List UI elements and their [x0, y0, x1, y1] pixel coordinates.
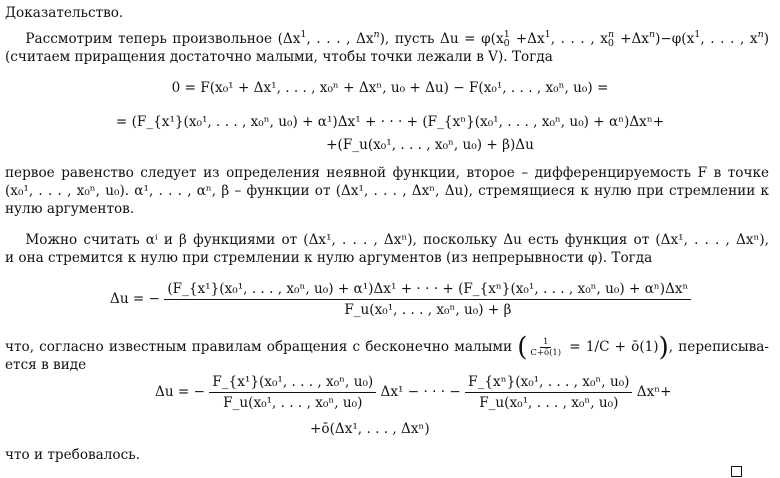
p1-text-h: , . . . , x [700, 31, 758, 47]
p4-text-b: , переписыва- [668, 339, 769, 355]
eq5-numerator-2: F_{xⁿ}(x₀¹, . . . , x₀ⁿ, u₀) [465, 372, 632, 393]
equation-3: +(F_u(x₀¹, . . . , x₀ⁿ, u₀) + β)Δu [326, 137, 534, 153]
eq5-middle: Δx¹ − · · · − [380, 384, 461, 400]
closing-text: что и требовалось. [5, 447, 140, 463]
small-fraction-den: C+ō(1) [530, 348, 562, 358]
paragraph-4-line-1: что, согласно известным правилам обращения с бесконечно малыми ( $\frac{1}{C+ō(1)}$ = 1/C + ō(1)), переписыва- [5, 332, 769, 363]
small-fraction-num: 1 [540, 337, 551, 348]
equation-5 [155, 372, 672, 413]
paragraph-2-line-2: (x₀¹, . . . , x₀ⁿ, u₀). α¹, . . . , αⁿ, β – функции от (Δx¹, . . . , Δxⁿ, Δu), стремящиеся к нулю при стремлении к [5, 183, 769, 199]
eq4-numerator: (F_{x¹}(x₀¹, . . . , x₀ⁿ, u₀) + α¹)Δx¹ + · · · + (F_{xⁿ}(x₀¹, . . . , x₀ⁿ, u₀) + αⁿ)Δxⁿ [164, 279, 691, 300]
p3-text: Можно считать αⁱ и β функциями от (Δx¹, . . . , Δxⁿ), поскольку Δu есть функция от (Δx¹, . . . , Δxⁿ), [25, 232, 769, 248]
p4-rhs: = 1/C + ō(1) [569, 339, 659, 355]
paragraph-1-line-1: Рассмотрим теперь произвольное ($\Delta x^1$, . . . , $\Delta x^n$), пусть $\Delta u = \varphi(x_0^1 +\Delta x^1$, . . . , $x_0^n +\Delta x^n)-\varphi(x^1$, . . . , $x^n$) [25, 29, 769, 49]
eq4-fraction [164, 279, 691, 320]
p1-text-d: +Δx [515, 31, 545, 47]
eq5-end: Δxⁿ+ [636, 384, 672, 400]
p1-text-g: )−φ(x [655, 31, 695, 47]
paragraph-3-line-1 [5, 231, 769, 249]
paragraph-1-line-2: (считаем приращения достаточно малыми, чтобы точки лежали в V). Тогда [5, 49, 553, 65]
equation-6: +ō(Δx¹, . . . , Δxⁿ) [310, 421, 430, 437]
eq4-denominator: F_u(x₀¹, . . . , x₀ⁿ, u₀) + β [344, 302, 512, 318]
paragraph-2-line-3: нулю аргументов. [5, 201, 135, 217]
proof-heading: Доказательство. [5, 5, 124, 21]
paragraph-4-line-2: ется в виде [5, 357, 87, 373]
qed-square-icon [731, 466, 742, 477]
eq5-fraction-1 [209, 372, 376, 413]
eq5-lhs: Δu = − [155, 384, 205, 400]
paragraph-2-line-1: первое равенство следует из определения неявной функции, второе – дифференцируемость F в точке [5, 165, 769, 181]
equation-2: = (F_{x¹}(x₀¹, . . . , x₀ⁿ, u₀) + α¹)Δx¹ + · · · + (F_{xⁿ}(x₀¹, . . . , x₀ⁿ, u₀) + αⁿ)Δxⁿ+ [115, 114, 665, 130]
p1-text-e: , . . . , x [550, 31, 608, 47]
equation-4 [110, 279, 691, 320]
eq5-numerator-1: F_{x¹}(x₀¹, . . . , x₀ⁿ, u₀) [209, 372, 376, 393]
equation-1: 0 = F(x₀¹ + Δx¹, . . . , x₀ⁿ + Δxⁿ, u₀ + Δu) − F(x₀¹, . . . , x₀ⁿ, u₀) = [171, 80, 609, 96]
p1-text-b: , . . . , Δx [306, 31, 374, 47]
p1-text-f: +Δx [620, 31, 649, 47]
p4-text-a: что, согласно известным правилам обращения с бесконечно малыми [5, 339, 513, 355]
eq4-lhs: Δu = − [110, 291, 160, 307]
small-fraction [527, 337, 564, 358]
p1-text-a: Рассмотрим теперь произвольное (Δx [25, 31, 301, 47]
paragraph-3-line-2: и она стремится к нулю при стремлении к нулю аргументов (из непрерывности φ). Тогда [5, 250, 653, 266]
eq5-fraction-2 [465, 372, 632, 413]
eq5-denominator-2: F_u(x₀¹, . . . , x₀ⁿ, u₀) [479, 395, 619, 411]
p1-text-c: ), пусть Δu = φ(x [379, 31, 504, 47]
eq5-denominator-1: F_u(x₀¹, . . . , x₀ⁿ, u₀) [223, 395, 363, 411]
